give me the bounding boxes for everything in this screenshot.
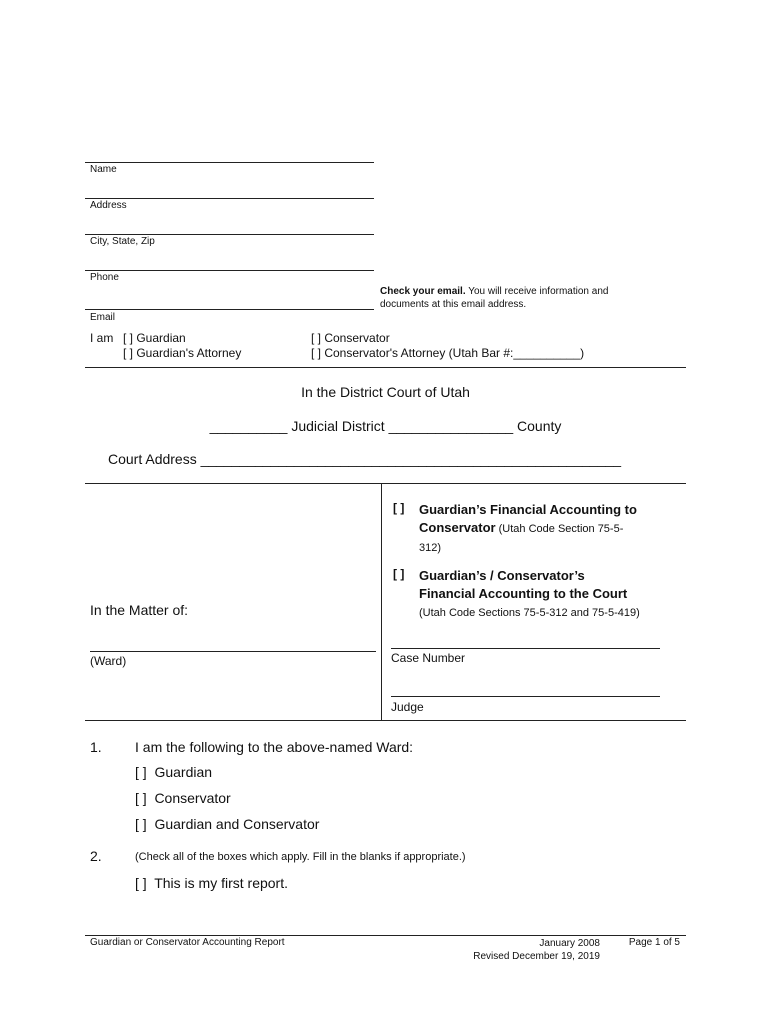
footer-date2: Revised December 19, 2019 bbox=[473, 951, 600, 962]
item2-text: (Check all of the boxes which apply. Fill in the blanks if appropriate.) bbox=[135, 851, 466, 863]
city-state-zip-label: City, State, Zip bbox=[90, 236, 155, 247]
court-address-line[interactable]: Court Address ______________________________________________________ bbox=[108, 451, 622, 467]
caption-top-line bbox=[85, 483, 686, 484]
footer-dates bbox=[440, 937, 600, 963]
footer-line bbox=[85, 935, 686, 936]
option2-code: (Utah Code Sections 75-5-312 and 75-5-419) bbox=[419, 607, 640, 619]
header-divider bbox=[85, 367, 686, 368]
i-am-label: I am bbox=[90, 331, 114, 345]
footer-page: Page 1 of 5 bbox=[628, 937, 680, 948]
option2-title-line1: Guardian’s / Conservator’s bbox=[419, 568, 585, 583]
email-label: Email bbox=[90, 312, 116, 323]
caption-divider bbox=[381, 483, 382, 720]
item2-first-report-checkbox[interactable]: [ ] This is my first report. bbox=[135, 875, 288, 891]
option2-title bbox=[419, 567, 689, 622]
ward-label: (Ward) bbox=[90, 654, 127, 668]
role-conservator-checkbox[interactable]: [ ] Conservator bbox=[311, 331, 390, 345]
district-county-line[interactable]: __________ Judicial District ________________ County bbox=[209, 418, 562, 434]
option1-code-line2: 312) bbox=[419, 542, 442, 554]
option1-title bbox=[419, 501, 689, 557]
email-note bbox=[380, 285, 608, 311]
role-conservators-attorney-checkbox[interactable]: [ ] Conservator's Attorney (Utah Bar #:__________) bbox=[311, 346, 585, 360]
caption-bottom-line bbox=[85, 720, 686, 721]
judge-label: Judge bbox=[391, 700, 424, 714]
email-note-rest: You will receive information and bbox=[465, 286, 609, 297]
matter-of-label: In the Matter of: bbox=[90, 602, 189, 618]
phone-label: Phone bbox=[90, 272, 119, 283]
item1-number: 1. bbox=[90, 739, 102, 755]
item1-guardian-checkbox[interactable]: [ ] Guardian bbox=[135, 764, 213, 780]
role-guardians-attorney-checkbox[interactable]: [ ] Guardian's Attorney bbox=[123, 346, 242, 360]
option1-code: (Utah Code Section 75-5- bbox=[495, 523, 624, 535]
court-title: In the District Court of Utah bbox=[301, 384, 470, 400]
item1-conservator-checkbox[interactable]: [ ] Conservator bbox=[135, 790, 231, 806]
option1-checkbox[interactable]: [ ] bbox=[393, 501, 405, 515]
option2-checkbox[interactable]: [ ] bbox=[393, 567, 405, 581]
option1-title-line1: Guardian’s Financial Accounting to bbox=[419, 502, 637, 517]
case-number-label: Case Number bbox=[391, 651, 466, 665]
item1-guardian-and-conservator-checkbox[interactable]: [ ] Guardian and Conservator bbox=[135, 816, 320, 832]
footer-title: Guardian or Conservator Accounting Report bbox=[90, 937, 285, 948]
address-label: Address bbox=[90, 200, 127, 211]
name-label: Name bbox=[90, 164, 117, 175]
role-guardian-checkbox[interactable]: [ ] Guardian bbox=[123, 331, 186, 345]
option2-title-line2: Financial Accounting to the Court bbox=[419, 586, 628, 601]
email-note-bold: Check your email. bbox=[380, 286, 466, 297]
item2-number: 2. bbox=[90, 848, 102, 864]
email-note-line2: documents at this email address. bbox=[380, 299, 527, 310]
option1-title-line2: Conservator bbox=[419, 520, 496, 535]
item1-text: I am the following to the above-named Ward: bbox=[135, 739, 414, 755]
footer-date1: January 2008 bbox=[539, 938, 600, 949]
